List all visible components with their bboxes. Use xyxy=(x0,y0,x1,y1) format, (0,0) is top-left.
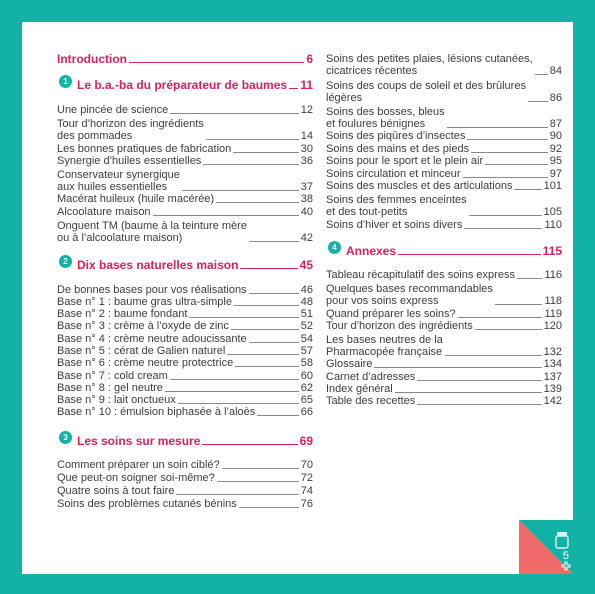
page-number: 5 xyxy=(562,550,569,562)
section-1-page: 11 xyxy=(300,78,313,92)
toc-entry[interactable]: Soins d’hiver et soins divers 110 xyxy=(326,219,562,231)
section-1-title: Le b.a.-ba du préparateur de baumes xyxy=(77,78,288,92)
toc-entry[interactable]: Soins des mains et des pieds 92 xyxy=(326,143,562,155)
corner-tab xyxy=(519,520,573,574)
toc-entry[interactable]: Base n° 6 : crème neutre protectrice 58 xyxy=(57,357,313,369)
toc-entry[interactable]: Synergie d’huiles essentielles 36 xyxy=(57,155,313,167)
toc-entry[interactable]: Tour d’horizon des ingrédients 120 xyxy=(326,320,562,332)
section-3-badge: 3 xyxy=(59,431,72,444)
leader-line xyxy=(240,268,297,269)
toc-entry[interactable]: Alcoolature maison 40 xyxy=(57,206,313,218)
section-1-heading[interactable] xyxy=(77,78,313,92)
section-1-badge: 1 xyxy=(59,75,72,88)
toc-entry[interactable]: Glossaire 134 xyxy=(326,358,562,370)
toc-entry[interactable]: Tour d’horizon des ingrédients des pommades 14 xyxy=(57,118,313,142)
toc-entry[interactable]: Index général 139 xyxy=(326,383,562,395)
toc-entry[interactable]: Base n° 10 : émulsion biphasée à l’aloès 66 xyxy=(57,406,313,418)
toc-entry[interactable]: Les bonnes pratiques de fabrication 30 xyxy=(57,143,313,155)
section-3-page: 69 xyxy=(299,434,313,448)
section-4-page: 115 xyxy=(542,244,562,258)
toc-entry[interactable]: Base n° 2 : baume fondant 51 xyxy=(57,308,313,320)
toc-entry[interactable]: Base n° 4 : crème neutre adoucissante 54 xyxy=(57,333,313,345)
leader-line xyxy=(202,444,297,445)
toc-entry[interactable]: Soins circulation et minceur 97 xyxy=(326,168,562,180)
toc-entry[interactable]: Soins des problèmes cutanés bénins 76 xyxy=(57,498,313,510)
toc-entry[interactable]: Base n° 8 : gel neutre 62 xyxy=(57,382,313,394)
toc-entry[interactable]: Soins des coups de soleil et des brûlures légères 86 xyxy=(326,80,562,104)
toc-entry[interactable]: Soins pour le sport et le plein air 95 xyxy=(326,155,562,167)
toc-entry[interactable]: Base n° 9 : lait onctueux 65 xyxy=(57,394,313,406)
section-4-badge: 4 xyxy=(328,241,341,254)
toc-entry[interactable]: Soins des femmes enceintes et des tout-petits 105 xyxy=(326,194,562,218)
toc-intro-heading[interactable] xyxy=(57,52,313,66)
toc-entry[interactable]: Quatre soins à tout faire 74 xyxy=(57,485,313,497)
leader-line xyxy=(129,62,304,63)
toc-page xyxy=(22,22,573,574)
toc-entry[interactable]: Une pincée de science 12 xyxy=(57,104,313,116)
toc-entry[interactable]: Que peut-on soigner soi-même? 72 xyxy=(57,472,313,484)
toc-entry[interactable]: Conservateur synergique aux huiles essentielles 37 xyxy=(57,169,313,193)
section-3-heading[interactable] xyxy=(77,434,313,448)
section-4-title: Annexes xyxy=(346,244,397,258)
section-2-heading[interactable] xyxy=(77,258,313,272)
toc-entry[interactable]: Base n° 5 : cérat de Galien naturel 57 xyxy=(57,345,313,357)
toc-entry[interactable]: Base n° 3 : crème à l’oxyde de zinc 52 xyxy=(57,320,313,332)
toc-entry[interactable]: Quelques bases recommandables pour vos soins express 118 xyxy=(326,283,562,307)
toc-entry[interactable]: Soins des bosses, bleus et foulures bénignes 87 xyxy=(326,106,562,130)
intro-title: Introduction xyxy=(57,52,127,66)
toc-entry[interactable]: Soins des piqûres d’insectes 90 xyxy=(326,130,562,142)
section-2-title: Dix bases naturelles maison xyxy=(77,258,239,272)
section-2-badge: 2 xyxy=(59,255,72,268)
toc-entry[interactable]: De bonnes bases pour vos réalisations 46 xyxy=(57,284,313,296)
toc-entry[interactable]: Carnet d’adresses 137 xyxy=(326,371,562,383)
toc-entry[interactable]: Tableau récapitulatif des soins express 116 xyxy=(326,269,562,281)
section-2-page: 45 xyxy=(299,258,313,272)
toc-entry[interactable]: Onguent TM (baume à la teinture mère ou à l’alcoolature maison) 42 xyxy=(57,220,313,244)
leader-line xyxy=(398,254,541,255)
leader-line xyxy=(289,88,298,89)
toc-entry[interactable]: Macérat huileux (huile macérée) 38 xyxy=(57,193,313,205)
toc-entry[interactable]: Soins des petites plaies, lésions cutanées, cicatrices récentes 84 xyxy=(326,53,562,77)
section-3-title: Les soins sur mesure xyxy=(77,434,201,448)
toc-entry[interactable]: Comment préparer un soin ciblé? 70 xyxy=(57,459,313,471)
toc-entry[interactable]: Base n° 1 : baume gras ultra-simple 48 xyxy=(57,296,313,308)
toc-entry[interactable]: Les bases neutres de la Pharmacopée française 132 xyxy=(326,334,562,358)
toc-entry[interactable]: Base n° 7 : cold cream 60 xyxy=(57,370,313,382)
toc-entry[interactable]: Soins des muscles et des articulations 101 xyxy=(326,180,562,192)
intro-page: 6 xyxy=(306,52,313,66)
toc-entry[interactable]: Quand préparer les soins? 119 xyxy=(326,308,562,320)
section-4-heading[interactable] xyxy=(346,244,562,258)
toc-entry[interactable]: Table des recettes 142 xyxy=(326,395,562,407)
